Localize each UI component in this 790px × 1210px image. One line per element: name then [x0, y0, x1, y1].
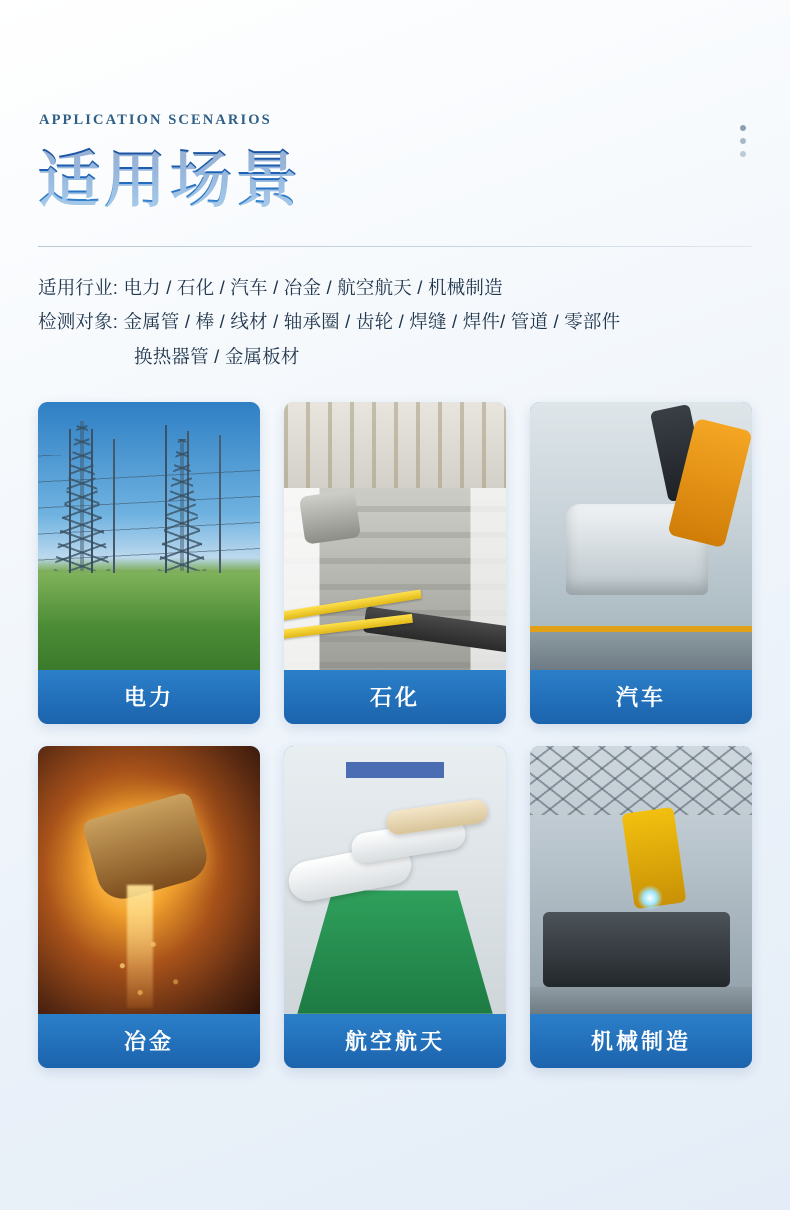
scenario-card-aerospace[interactable]: [284, 746, 506, 1068]
spec-row-objects-continued: [38, 340, 752, 374]
petrochemical-pipeline-photo: [284, 402, 506, 670]
scenario-card-metallurgy[interactable]: [38, 746, 260, 1068]
metallurgy-molten-metal-photo: [38, 746, 260, 1014]
scenario-card-caption: 汽车: [530, 670, 752, 724]
scenario-card-caption: 机械制造: [530, 1014, 752, 1068]
scenario-card-power[interactable]: [38, 402, 260, 724]
dot-icon: [740, 125, 746, 131]
scenario-card-caption: 电力: [38, 670, 260, 724]
dot-icon: [740, 151, 746, 157]
spec-value: 电力 / 石化 / 汽车 / 冶金 / 航空航天 / 机械制造: [123, 277, 503, 299]
spec-row-industries: [38, 271, 752, 305]
scenario-card-petrochemical[interactable]: [284, 402, 506, 724]
scenario-card-grid: [38, 402, 752, 1068]
aerospace-rocket-photo: [284, 746, 506, 1014]
page-header: [38, 0, 752, 247]
scenario-card-caption: 冶金: [38, 1014, 260, 1068]
decorative-dots: [740, 125, 746, 157]
header-divider: [38, 246, 752, 247]
spec-row-objects: [38, 305, 752, 339]
scenario-card-machinery[interactable]: [530, 746, 752, 1068]
dot-icon: [740, 138, 746, 144]
page-title: 适用场景: [38, 143, 303, 216]
automotive-assembly-photo: [530, 402, 752, 670]
scenario-card-caption: 航空航天: [284, 1014, 506, 1068]
machinery-welding-photo: [530, 746, 752, 1014]
spec-list: [38, 271, 752, 374]
spec-label: 适用行业:: [38, 277, 119, 299]
spec-value: 金属管 / 棒 / 线材 / 轴承圈 / 齿轮 / 焊缝 / 焊件/ 管道 / 零部件: [123, 311, 621, 333]
spec-value: 换热器管 / 金属板材: [134, 345, 300, 367]
section-eyebrow: APPLICATION SCENARIOS: [39, 112, 272, 128]
scenario-card-automotive[interactable]: [530, 402, 752, 724]
power-transmission-photo: [38, 402, 260, 670]
scenario-card-caption: 石化: [284, 670, 506, 724]
spec-label: 检测对象:: [38, 311, 119, 333]
